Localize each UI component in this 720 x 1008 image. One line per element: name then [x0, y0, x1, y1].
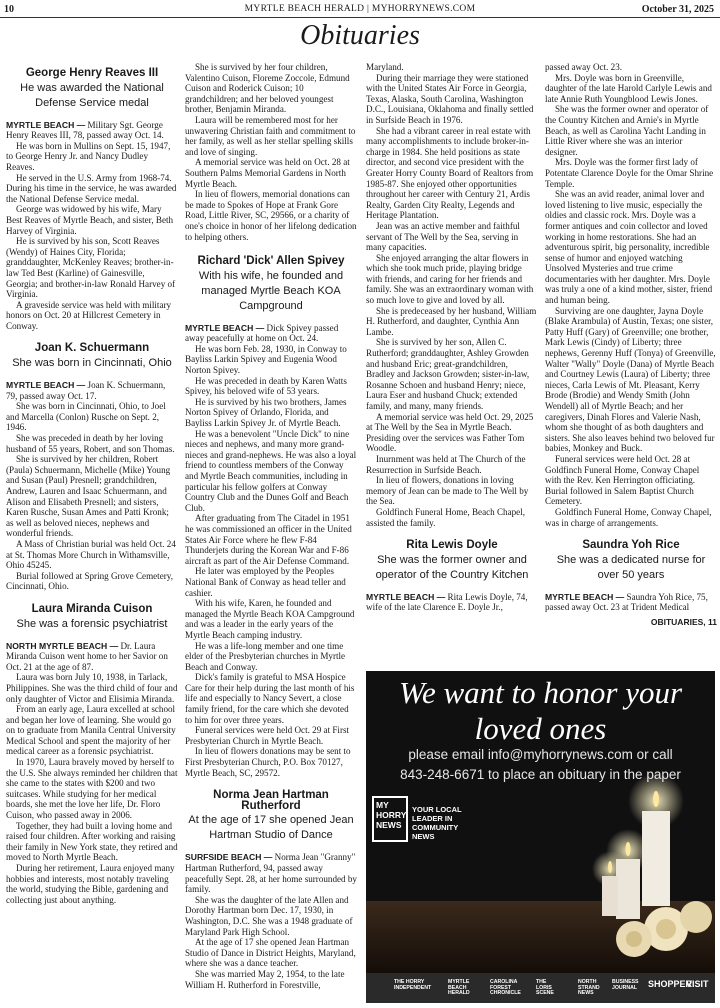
dateline: MYRTLE BEACH —: [366, 591, 446, 602]
obit-paragraph: He later was employed by the Peoples National Bank of Conway as head teller and cashier.: [185, 566, 346, 598]
dateline: SURFSIDE BEACH —: [185, 852, 273, 863]
dateline: MYRTLE BEACH —: [185, 322, 265, 333]
issue-date: October 31, 2025: [641, 4, 714, 15]
rose: [680, 901, 712, 933]
obit-name: Laura Miranda Cuison: [31, 602, 153, 615]
obit-name: Norma Jean Hartman Rutherford: [213, 789, 329, 812]
obit-paragraph: Goldfinch Funeral Home, Conway Chapel, was in charge of arrangements.: [545, 506, 712, 528]
rose: [656, 919, 676, 939]
brand-logo: SHOPPER: [648, 979, 693, 989]
obit-paragraph: He was born Feb. 28, 1930, in Conway to Bayliss Larkin Spivey and Eugenia Wood Norton Spivey.: [185, 343, 347, 376]
obit-paragraph: Mrs. Doyle was born in Greenville, daughter of the late Harold Carlyle Lewis and late Annie Ruth Youngblood Lewis Jones.: [545, 72, 712, 104]
obit-paragraph: After graduating from The Citadel in 1951 he was commissioned an officer in the United States Air Force where he flew F-84 Thunderjets during the Korean War and F-86 aircraft as part of the Air Defense Command.: [185, 513, 352, 566]
obit-paragraph: MYRTLE BEACH — Joan K. Schuermann, 79, passed away Oct. 17.: [6, 380, 166, 401]
obit-paragraph: He served in the U.S. Army from 1968-74. During his time in the service, he was awarded the National Defense Service medal.: [6, 172, 177, 204]
obit-paragraph: Surviving are one daughter, Jayna Doyle (Blake Arambula) of Austin, Texas; one sister, Patty Huff (Gary) of Greenville; one brother, Mark Lewis (Cindy) of Liberty; three nephews, Gerenny Huff (Tonya) of Greenville, Walter "Wally" Doyle (Dana) of Myrtle Beach and Courtney Lewis (Laura) of Liberty; three nieces, Carla Lewis of Mt. Pleasant, Kerry Brode (Brodie) and Wendy Smith (John Wendell) all of Myrtle Beach; and her caregivers, Dinah Flores and Valerie Nash, whom she thought of as both daughters and sisters. She also leaves behind two beloved fur babies, Monkey and Buck.: [545, 305, 716, 454]
obit-paragraph: George was widowed by his wife, Mary Best Reaves of Myrtle Beach, and sister, Beth Harvey of Virginia.: [6, 204, 174, 236]
obit-subhead: At the age of 17 she opened Jean Hartman Studio of Dance: [188, 814, 354, 842]
obit-paragraph: MYRTLE BEACH — Rita Lewis Doyle, 74, wife of the late Clarence E. Doyle Jr.,: [366, 591, 528, 613]
obit-paragraph: Goldfinch Funeral Home, Beach Chapel, assisted the family.: [366, 506, 525, 528]
obit-paragraph: He was a life-long member and one time elder of the Presbyterian churches in Myrtle Beach and Conway.: [185, 640, 346, 672]
obit-paragraph: He was preceded in death by Karen Watts Spivey, his beloved wife of 53 years.: [185, 375, 347, 397]
rose: [626, 931, 642, 947]
obit-paragraph: passed away Oct. 23.: [545, 62, 623, 72]
obit-paragraph: She was preceded in death by her loving husband of 55 years, Robert, and son Thomas.: [6, 433, 175, 454]
obit-paragraph: She was an avid reader, animal lover and loved listening to live music, especially the oldies and classic rock. Mrs. Doyle was a former antiques and coin collector and loved working in home restorations. She had an adventurous spirit, big personality, incredible sense of humor and enjoyed watching Unsolved Mysteries and true crime documentaries with her daughter. Mrs. Doyle was truly a one of a kind mother, sister, friend and human being.: [545, 189, 713, 306]
obituary-ad: [366, 671, 715, 1003]
masthead-line: MYRTLE BEACH HERALD | MYHORRYNEWS.COM: [244, 4, 476, 14]
obit-paragraph: MYRTLE BEACH — Saundra Yoh Rice, 75, passed away Oct. 23 at Trident Medical: [545, 591, 708, 613]
obit-paragraph: She is survived by her children, Robert (Paula) Schuermann, Michelle (Mike) Young and Susan (Paul) Presnell; grandchildren, Andrew, Lauren and Isaac Schuermann, and Alison and Elisabeth Presnell; and sisters, Karen Rusche, Susan Ames and Patti Kronk; as well as beloved nieces, nephews and wonderful friends.: [6, 454, 171, 539]
obit-subhead: She was a dedicated nurse for over 50 years: [556, 553, 706, 581]
obit-paragraph: Laura was born July 10, 1938, in Tarlack, Philippines. She was the third child of four and only daughter of Victor and Elisimia Miranda.: [6, 672, 178, 704]
candle-flame: [653, 791, 659, 807]
brand-logo: BUSINESS JOURNAL: [612, 979, 639, 991]
column-1: [6, 62, 178, 905]
brand-logo: CAROLINA FOREST CHRONICLE: [490, 979, 521, 997]
brand-logo: VISIT: [686, 979, 709, 989]
obit-paragraph: She was married May 2, 1954, to the late William H. Rutherford in Forestville,: [185, 968, 345, 990]
obit-paragraph: Mrs. Doyle was the former first lady of Potentate Clarence Doyle for the Omar Shrine Temple.: [545, 157, 714, 189]
obit-paragraph: In lieu of flowers, memorial donations can be made to Spokes of Hope at Frank Gore Road, Little River, SC, 29566, or a charity of one's choice in honor of her lifelong dedication to helping others.: [185, 189, 357, 242]
candle: [602, 876, 618, 916]
obit-name: Richard 'Dick' Allen Spivey: [197, 255, 345, 268]
obit-name: George Henry Reaves III: [25, 67, 159, 79]
dateline: MYRTLE BEACH —: [545, 591, 625, 602]
candle: [642, 811, 670, 906]
obit-subhead: She was the former owner and operator of the Country Kitchen: [375, 553, 529, 581]
obit-paragraph: She was born in Cincinnati, Ohio, to Joel and Marcella (Conlon) Rusche on Sept. 2, 1946.: [6, 401, 166, 433]
dateline: MYRTLE BEACH —: [6, 380, 86, 391]
ad-email-line: please email info@myhorrynews.com or call: [408, 747, 673, 762]
obit-paragraph: She was the daughter of the late Allen and Dorothy Hartman born Dec. 17, 1930, in Washington, D.C. She was a 1948 graduate of Maryland Park High School.: [185, 894, 353, 937]
continued-on-link[interactable]: OBITUARIES, 11: [650, 616, 717, 627]
obit-paragraph: She had a vibrant career in real estate with many accomplishments to include broker-in-charge in 1984. She held positions as state director, and second vice president with the Greater Horry County Board of Realtors from 1985-87. She enjoyed other opportunities throughout her career with Century 21, Ardis Realty, Garden City Realty, Legends and Heritage Plantation.: [366, 125, 534, 221]
obit-paragraph: She is predeceased by her husband, William H. Rutherford, and daughter, Cynthia Ann Lambe.: [366, 305, 537, 337]
candle-flame: [608, 861, 612, 873]
obit-subhead: With his wife, he founded and managed Myrtle Beach KOA Campground: [198, 269, 344, 312]
obit-paragraph: SURFSIDE BEACH — Norma Jean "Granny" Hartman Rutherford, 94, passed away peacefully Sept. 28, at her home surrounded by family.: [185, 852, 357, 895]
section-title: Obituaries: [300, 20, 420, 51]
obit-paragraph: NORTH MYRTLE BEACH — Dr. Laura Miranda Cuison went home to her Savior on Oct. 21 at the age of 87.: [6, 640, 168, 672]
obit-paragraph: He was a benevolent "Uncle Dick" to nine nieces and nephews, and many more grand-nieces and grand-nephews. He was also a loyal friend to countless members of the Conway and Myrtle Beach communities, including in particular his fellow golfers at Conway Country Club and the Dunes Golf and Beach Club.: [185, 428, 357, 513]
obit-paragraph: MYRTLE BEACH — Dick Spivey passed away peacefully at home on Oct. 24.: [185, 322, 339, 344]
obit-subhead: She was born in Cincinnati, Ohio: [12, 357, 172, 370]
obit-paragraph: In lieu of flowers, donations in loving memory of Jean can be made to The Well by the Sea.: [366, 475, 529, 507]
obit-paragraph: She was the former owner and operator of the Country Kitchen and Arnie's in Myrtle Beach, as well as Carolina Yacht Landing in Little River where she was an interior designer.: [545, 104, 709, 157]
obit-paragraph: During her retirement, Laura enjoyed many hobbies and interests, most notably traveling the world, studying the Bible, gardening and collecting just about anything.: [6, 863, 175, 905]
candle-flame: [626, 842, 631, 856]
obit-name: Joan K. Schuermann: [34, 342, 150, 355]
obit-paragraph: In lieu of flowers donations may be sent to First Presbyterian Church, P.O. Box 70127, Myrtle Beach, SC, 29572.: [185, 746, 351, 778]
obit-paragraph: Together, they had built a loving home and raised four children. After working and raising their family in New York state, they retired and moved to North Myrtle Beach.: [6, 820, 178, 863]
column-2: [185, 62, 357, 990]
obit-paragraph: She enjoyed arranging the altar flowers in which she took much pride, playing bridge with friends, and caring for her friends and family. She was an extraordinary woman with so much love to give and loved by all.: [366, 252, 534, 306]
obit-paragraph: She is survived by her four children, Valentino Cuison, Floreme Zoccole, Edmund Cuison and Roderick Cuison; 10 grandchildren; and her beloved youngest brother, Benjamin Miranda.: [185, 62, 350, 115]
obit-paragraph: He is survived by his son, Scott Reaves (Wendy) of Haines City, Florida; granddaughter, McKenley Reaves; brother-in-law Ted Best (Karline) of Gainesville, Georgia; and brother-in-law Ronald Harvey of Virginia.: [6, 236, 176, 300]
column-3: [366, 62, 538, 613]
obit-paragraph: With his wife, Karen, he founded and managed the Myrtle Beach KOA Campground and was a leader in the early years of the Myrtle Beach camping industry.: [185, 598, 355, 640]
header-rule: [0, 17, 720, 18]
obit-paragraph: During their marriage they were stationed with the United States Air Force in Georgia, Texas, Alaska, South Carolina, Washington D.C., Louisiana, Oklahoma and finally settled in Surfside Beach in 1976.: [366, 72, 534, 125]
obit-paragraph: Burial followed at Spring Grove Cemetery, Cincinnati, Ohio.: [6, 570, 173, 592]
ad-phone-line: 843-248-6671 to place an obituary in the paper: [400, 767, 681, 782]
page-number: 10: [4, 4, 14, 15]
obit-paragraph: A Mass of Christian burial was held Oct. 24 at St. Thomas More Church in Withamsville, Ohio 45245.: [6, 538, 176, 571]
my-horry-news-logo: MY HORRY NEWS: [372, 796, 408, 842]
obit-paragraph: A graveside service was held with military honors on Oct. 20 at Hillcrest Cemetery in Conway.: [6, 299, 172, 331]
obit-paragraph: Laura will be remembered most for her unwavering Christian faith and commitment to her family, as well as her stellar spelling skills and love of singing.: [185, 114, 356, 157]
obit-name: Saundra Yoh Rice: [582, 539, 680, 552]
obit-subhead: He was awarded the National Defense Service medal: [20, 81, 164, 109]
obit-paragraph: Funeral services were held Oct. 28 at Goldfinch Funeral Home, Conway Chapel with the Rev. Ken Herrington officiating. Burial followed in Salem Baptist Church Cemetery.: [545, 453, 700, 507]
column-4: [545, 62, 717, 628]
obit-paragraph: From an early age, Laura excelled at school and began her love of learning. She would go on to graduate from Manila Central University Medical School and spent the majority of her medical career as a forensic psychiatrist.: [6, 704, 176, 757]
brand-logo: THE LORIS SCENE: [536, 979, 554, 997]
obit-paragraph: A memorial service was held on Oct. 28 at Southern Palms Memorial Gardens in North Myrtle Beach.: [185, 157, 350, 189]
obit-paragraph: Maryland.: [366, 62, 404, 72]
brand-logo: THE HORRY INDEPENDENT: [394, 979, 432, 991]
brand-strip: [366, 973, 715, 1003]
obit-paragraph: Inurnment was held at The Church of the Resurrection in Surfside Beach.: [366, 453, 526, 475]
obit-paragraph: MYRTLE BEACH — Military Sgt. George Henry Reaves III, 78, passed away Oct. 14.: [6, 119, 164, 141]
obit-paragraph: Jean was an active member and faithful servant of The Well by the Sea, serving in many capacities.: [366, 220, 520, 253]
obit-paragraph: He was born in Mullins on Sept. 15, 1947, to George Henry Jr. and Nancy Dudley Reaves.: [6, 140, 171, 172]
obit-paragraph: Dick's family is grateful to MSA Hospice Care for their help during the last month of his life and especially to Nancy Severt, a close family friend, for the care which she devoted to him for over three years.: [185, 672, 355, 725]
obit-paragraph: In 1970, Laura bravely moved by herself to the U.S. She always reminded her children that she came to the states with $200 and two suitcases. While studying for her medical boards, she met the love her life, Dr. Floro Cuison, who passed away in 2006.: [6, 757, 178, 821]
ad-headline: We want to honor your loved ones: [398, 675, 683, 746]
dateline: MYRTLE BEACH —: [6, 119, 86, 130]
brand-logo: MYRTLE BEACH HERALD: [448, 979, 470, 997]
obit-subhead: She was a forensic psychiatrist: [16, 617, 168, 630]
obit-paragraph: Funeral services were held Oct. 29 at First Presbyterian Church in Myrtle Beach.: [185, 725, 350, 746]
page-header: [0, 0, 720, 20]
obit-paragraph: He is survived by his two brothers, James Norton Spivey of Orlando, Florida, and Bayliss Larkin Spivey Jr. of Myrtle Beach.: [185, 396, 347, 429]
obit-paragraph: At the age of 17 she opened Jean Hartman Studio of Dance in District Heights, Maryland, where she was a dance teacher.: [185, 937, 356, 969]
obit-name: Rita Lewis Doyle: [406, 539, 498, 552]
dateline: NORTH MYRTLE BEACH —: [6, 640, 119, 651]
ad-tagline: YOUR LOCAL LEADER IN COMMUNITY NEWS: [412, 805, 462, 841]
obit-paragraph: She is survived by her son, Allen C. Rutherford; granddaughter, Ashley Growden and husband Eric; great-grandchildren, Bradley and Jackson Growden; sister-in-law, Rosanne Schoen and husband Henry; niece, Laura Eser and husband Chuck; extended family, and many, many friends.: [366, 337, 530, 411]
obit-paragraph: A memorial service was held Oct. 29, 2025 at The Well by the Sea in Myrtle Beach. Presiding over the services was Father Tom Woodle.: [366, 411, 534, 454]
candle: [616, 859, 640, 919]
brand-logo: NORTH STRAND NEWS: [578, 979, 600, 997]
